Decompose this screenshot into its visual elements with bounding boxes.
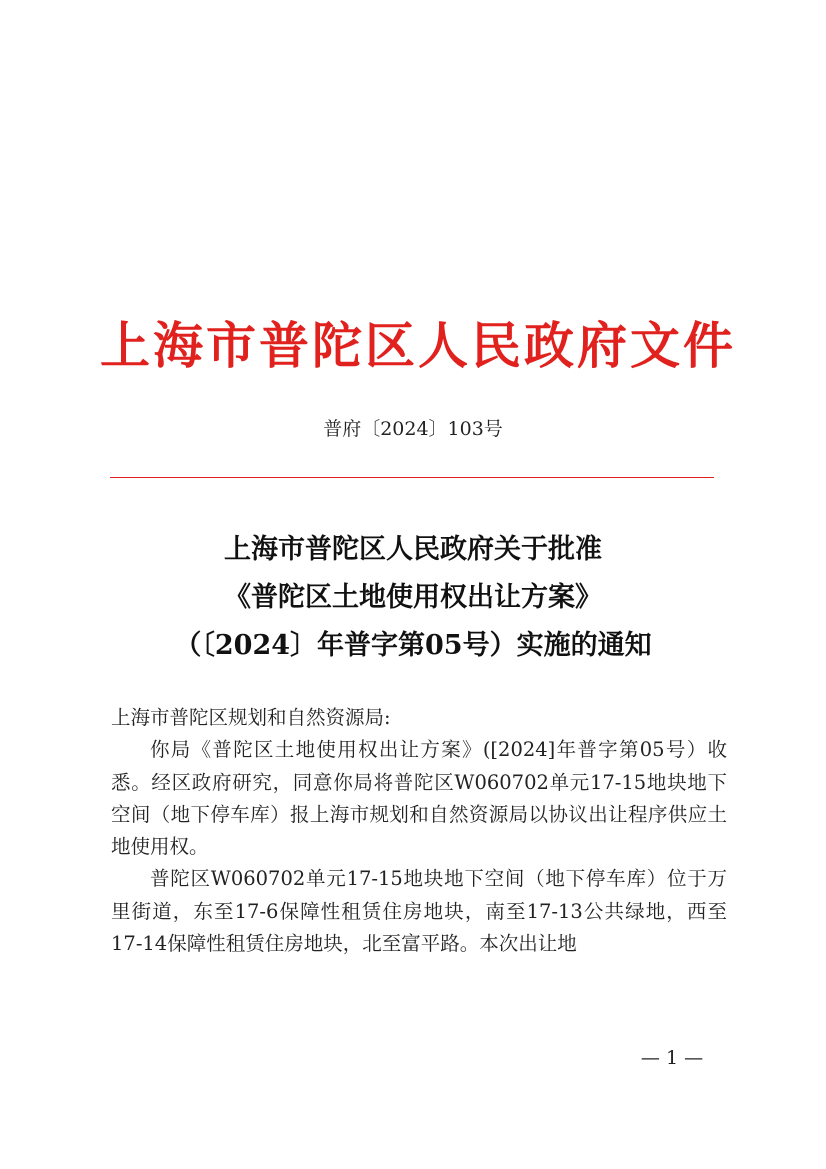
title-line-1: 上海市普陀区人民政府关于批准: [224, 534, 602, 565]
document-title: [60, 526, 766, 670]
title-line-2: 《普陀区土地使用权出让方案》: [224, 582, 602, 613]
title-line-3: （〔2024〕年普字第05号）实施的通知: [174, 630, 652, 661]
document-masthead: 上海市普陀区人民政府文件: [100, 316, 736, 375]
document-number: 普府〔2024〕103号: [323, 418, 503, 440]
red-divider-line: [110, 477, 714, 478]
body-paragraph-1: 你局《普陀区土地使用权出让方案》([2024]年普字第05号）收悉。经区政府研究，同意你局将普陀区W060702单元17-15地块地下空间（地下停车库）报上海市规划和自然资源局以协议出让程序供应土地使用权。: [111, 738, 727, 859]
page-number: — 1 —: [640, 1047, 704, 1069]
salutation: 上海市普陀区规划和自然资源局:: [111, 706, 391, 729]
document-body: [111, 702, 727, 960]
body-paragraph-2: 普陀区W060702单元17-15地块地下空间（地下停车库）位于万里街道，东至17-6保障性租赁住房地块，南至17-13公共绿地，西至17-14保障性租赁住房地块，北至富平路。本次出让地: [111, 867, 727, 956]
